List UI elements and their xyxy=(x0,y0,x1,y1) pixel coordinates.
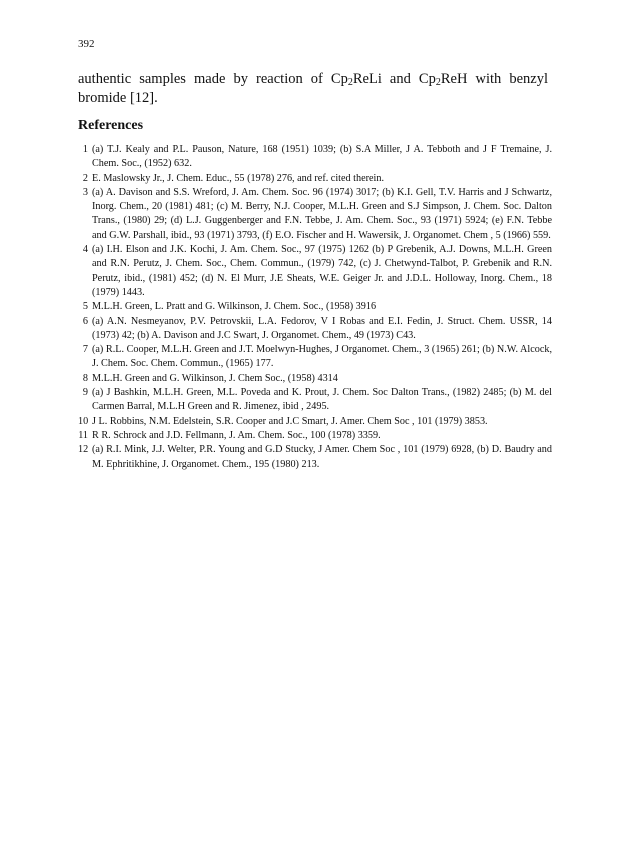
reference-item xyxy=(78,386,552,415)
reference-item xyxy=(78,429,552,443)
reference-item xyxy=(78,172,552,186)
reference-number: 4 xyxy=(82,244,88,256)
reference-item xyxy=(78,343,552,372)
reference-number: 6 xyxy=(82,315,88,327)
page-number: 392 xyxy=(78,38,95,50)
subscript-2: 2 xyxy=(435,77,441,88)
reference-number: 8 xyxy=(82,372,88,384)
reference-item xyxy=(78,186,552,243)
reference-list xyxy=(78,143,552,472)
reference-item xyxy=(78,143,552,172)
subscript-1: 2 xyxy=(347,77,353,88)
reference-text: (a) J Bashkin, M.L.H. Green, M.L. Poveda and K. Prout, J. Chem. Soc Dalton Trans., (1982) 2485; (b) M. del Carmen Barral, M.L.H Green and R. Jimenez, ibid , 2495. xyxy=(92,387,552,413)
reference-item xyxy=(78,243,552,300)
reference-text: E. Maslowsky Jr., J. Chem. Educ., 55 (1978) 276, and ref. cited therein. xyxy=(92,172,384,184)
reference-number: 11 xyxy=(78,429,88,441)
reference-text: (a) A.N. Nesmeyanov, P.V. Petrovskii, L.A. Fedorov, V I Robas and E.I. Fedin, J. Struct. Chem. USSR, 14 (1973) 42; (b) A. Davison and J.C Swart, J. Organomet. Chem., 49 (1973) C43. xyxy=(92,315,552,341)
intro-text-2: ReLi and Cp xyxy=(352,71,436,87)
reference-item xyxy=(78,372,552,386)
reference-text: (a) R.I. Mink, J.J. Welter, P.R. Young and G.D Stucky, J Amer. Chem Soc , 101 (1979) 6928, (b) D. Baudry and M. Ephritikhine, J. Organomet. Chem., 195 (1980) 213. xyxy=(92,444,552,470)
reference-text: (a) T.J. Kealy and P.L. Pauson, Nature, 168 (1951) 1039; (b) S.A Miller, J A. Tebboth and J F Tremaine, J. Chem. Soc., (1952) 632. xyxy=(92,144,552,170)
reference-text: R R. Schrock and J.D. Fellmann, J. Am. Chem. Soc., 100 (1978) 3359. xyxy=(92,429,381,441)
reference-number: 2 xyxy=(82,172,88,184)
reference-item xyxy=(78,415,552,429)
reference-number: 10 xyxy=(78,415,89,427)
reference-text: (a) R.L. Cooper, M.L.H. Green and J.T. Moelwyn-Hughes, J Organomet. Chem., 3 (1965) 261; (b) N.W. Alcock, J. Chem. Soc. Chem. Commun., (1965) 177. xyxy=(92,344,552,370)
reference-number: 9 xyxy=(82,387,88,399)
reference-number: 5 xyxy=(82,301,88,313)
reference-item xyxy=(78,443,552,472)
reference-text: M.L.H. Green, L. Pratt and G. Wilkinson, J. Chem. Soc., (1958) 3916 xyxy=(92,301,377,313)
body-paragraph xyxy=(78,70,548,108)
reference-text: (a) I.H. Elson and J.K. Kochi, J. Am. Chem. Soc., 97 (1975) 1262 (b) P Grebenik, A.J. Downs, M.L.H. Green and R.N. Perutz, J. Chem. Soc., Chem. Commun., (1979) 742, (c) J. Chetwynd-Talbot, P. Grebenik and R.N. Perutz, ibid., (1981) 452; (d) N. El Murr, J.E Sheats, W.E. Geiger Jr. and J.D.L. Holloway, Inorg. Chem., 18 (1979) 1443. xyxy=(92,244,552,298)
reference-text: (a) A. Davison and S.S. Wreford, J. Am. Chem. Soc. 96 (1974) 3017; (b) K.I. Gell, T.V. Harris and J Schwartz, Inorg. Chem., 20 (1981) 481; (c) M. Berry, N.J. Cooper, M.L.H. Green and S.J Simpson, J. Chem. Soc. Dalton Trans., (1980) 29; (d) L.J. Guggenberger and F.N. Tebbe, J. Am. Chem. Soc., 93 (1971) 5924; (e) F.N. Tebbe and G.W. Parshall, ibid., 93 (1971) 3793, (f) E.O. Fischer and H. Wawersik, J. Organomet. Chem , 5 (1966) 559. xyxy=(92,186,552,241)
reference-number: 7 xyxy=(82,344,88,356)
reference-number: 3 xyxy=(82,186,88,198)
reference-item xyxy=(78,300,552,314)
intro-text-3: ReH with benzyl bromide [12]. xyxy=(78,71,549,106)
reference-number: 1 xyxy=(82,144,88,155)
reference-item xyxy=(78,315,552,344)
reference-text: M.L.H. Green and G. Wilkinson, J. Chem Soc., (1958) 4314 xyxy=(92,372,338,384)
reference-number: 12 xyxy=(78,444,89,456)
references-heading: References xyxy=(78,118,144,133)
intro-text-1: authentic samples made by reaction of Cp xyxy=(78,71,348,87)
reference-text: J L. Robbins, N.M. Edelstein, S.R. Cooper and J.C Smart, J. Amer. Chem Soc , 101 (1979) 3853. xyxy=(92,415,488,427)
